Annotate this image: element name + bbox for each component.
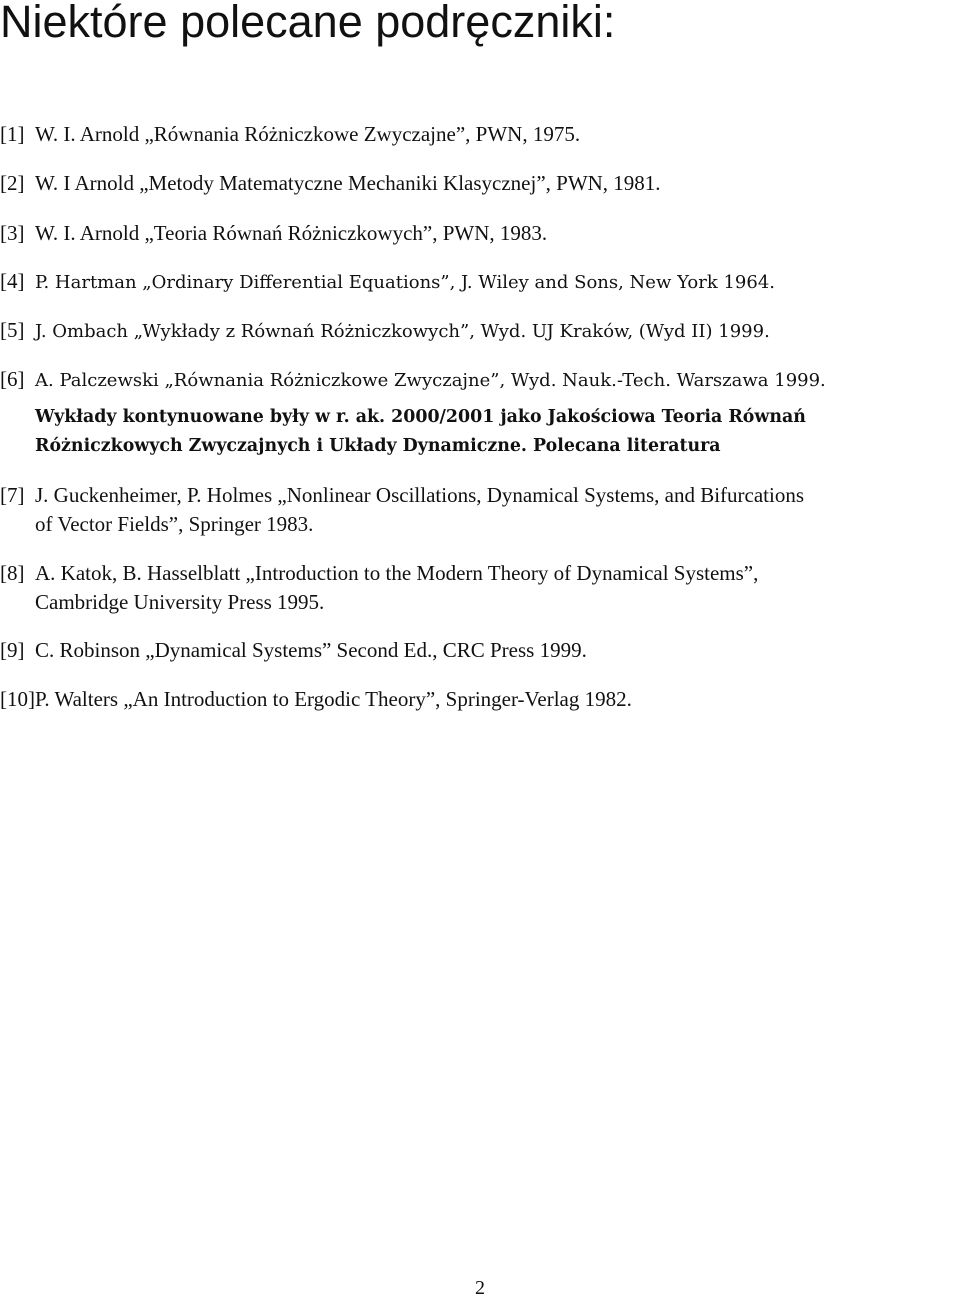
course-note-line: Różniczkowych Zwyczajnych i Układy Dynamiczne. Polecana literatura	[35, 436, 721, 456]
reference-item	[0, 559, 960, 617]
reference-item	[0, 685, 960, 714]
reference-text: W. I Arnold „Metody Matematyczne Mechaniki Klasycznej”, PWN, 1981.	[35, 171, 661, 195]
reference-item	[0, 120, 960, 149]
page-title: Niektóre polecane podręczniki:	[0, 0, 616, 47]
reference-number: [6]	[0, 367, 25, 391]
reference-text: J. Guckenheimer, P. Holmes „Nonlinear Oscillations, Dynamical Systems, and Bifurcations	[35, 483, 805, 507]
reference-number: [2]	[0, 171, 25, 195]
reference-text: J. Ombach „Wykłady z Równań Różniczkowych”, Wyd. UJ Kraków, (Wyd II) 1999.	[35, 321, 770, 342]
reference-text: W. I. Arnold „Równania Różniczkowe Zwyczajne”, PWN, 1975.	[35, 122, 581, 146]
reference-number: [4]	[0, 269, 25, 293]
reference-number: [7]	[0, 483, 25, 507]
reference-item	[0, 365, 960, 395]
reference-text: C. Robinson „Dynamical Systems” Second Ed., CRC Press 1999.	[35, 638, 587, 662]
reference-number: [1]	[0, 122, 25, 146]
reference-item	[0, 316, 960, 346]
reference-text: W. I. Arnold „Teoria Równań Różniczkowych”, PWN, 1983.	[35, 221, 548, 245]
reference-number: [3]	[0, 221, 25, 245]
reference-number: [10]	[0, 687, 35, 711]
reference-item	[0, 481, 960, 539]
reference-item	[0, 219, 960, 248]
reference-item	[0, 169, 960, 198]
reference-text: P. Hartman „Ordinary Differential Equations”, J. Wiley and Sons, New York 1964.	[35, 272, 776, 293]
page-number: 2	[475, 1277, 485, 1299]
reference-text: A. Katok, B. Hasselblatt „Introduction to the Modern Theory of Dynamical Systems”,	[35, 561, 759, 585]
reference-number: [8]	[0, 561, 25, 585]
reference-text: A. Palczewski „Równania Różniczkowe Zwyczajne”, Wyd. Nauk.-Tech. Warszawa 1999.	[35, 370, 826, 391]
reference-item	[0, 636, 960, 665]
course-note-line: Wykłady kontynuowane były w r. ak. 2000/2001 jako Jakościowa Teoria Równań	[35, 407, 806, 427]
reference-number: [9]	[0, 638, 25, 662]
reference-item	[0, 267, 960, 297]
reference-text-continued: of Vector Fields”, Springer 1983.	[35, 512, 314, 536]
reference-text-continued: Cambridge University Press 1995.	[35, 590, 325, 614]
reference-number: [5]	[0, 318, 25, 342]
reference-text: P. Walters „An Introduction to Ergodic Theory”, Springer-Verlag 1982.	[35, 687, 632, 711]
